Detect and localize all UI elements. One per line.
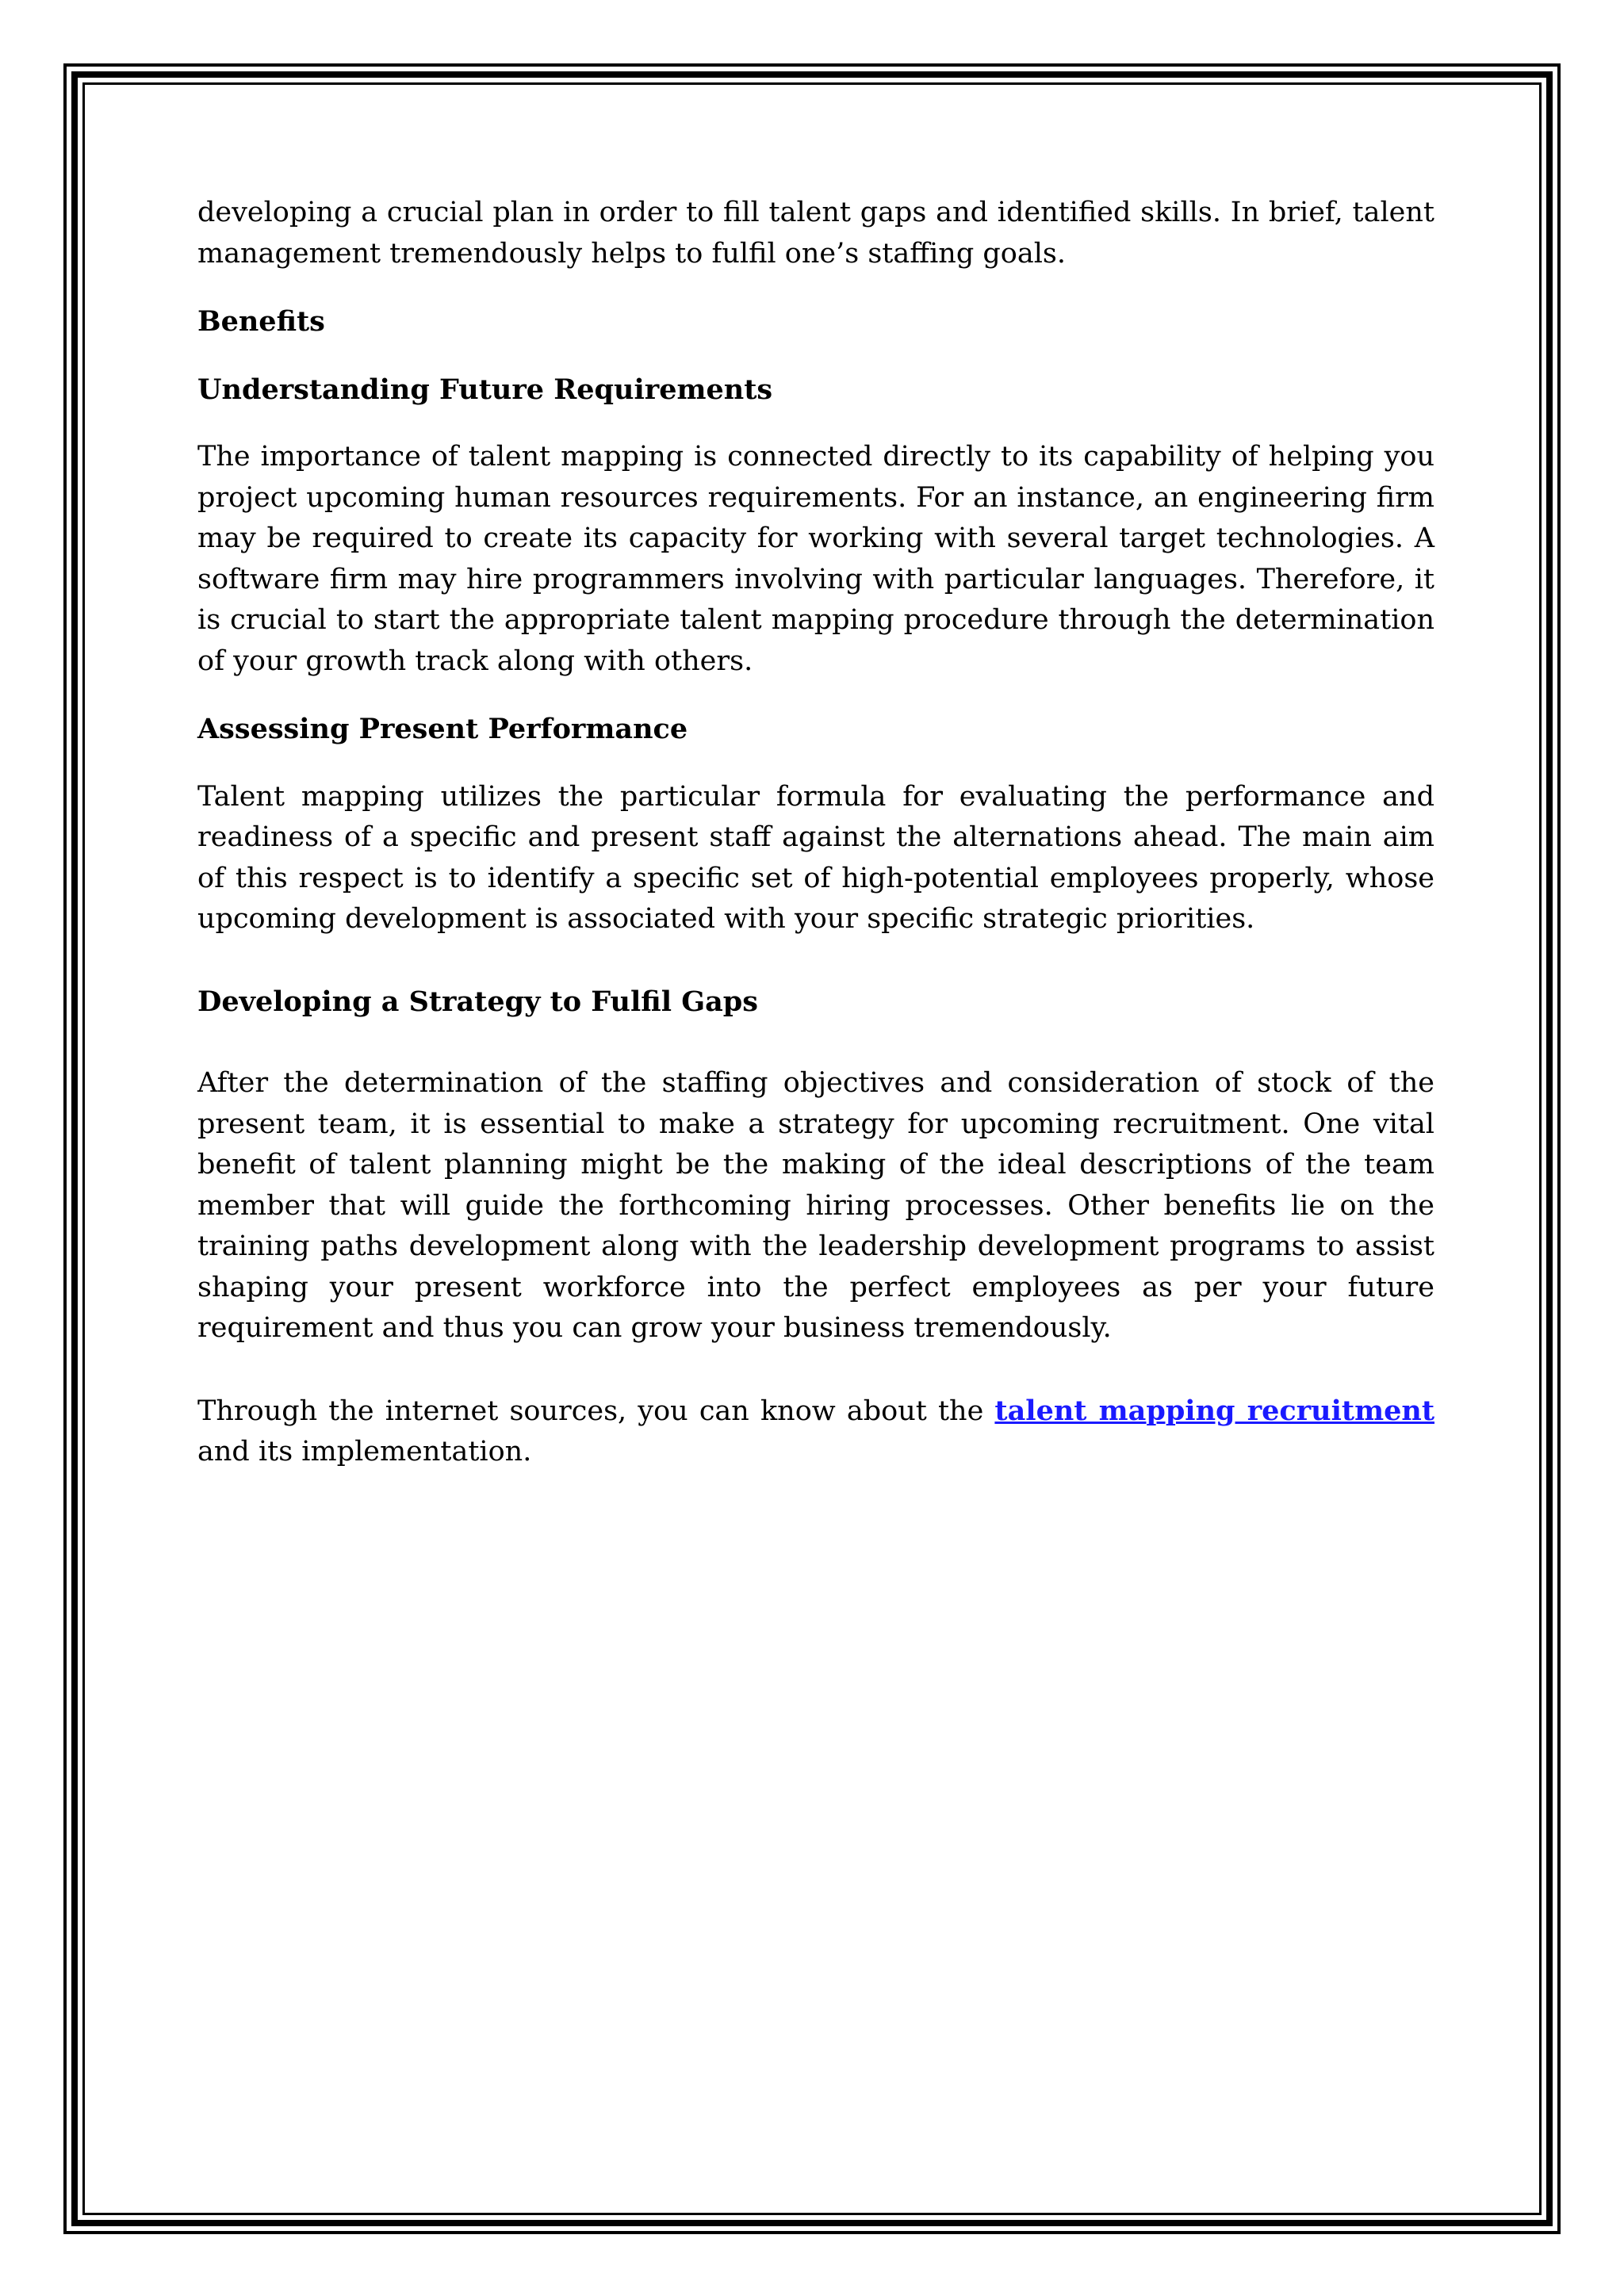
intro-paragraph: developing a crucial plan in order to fill talent gaps and identified skills. In brief, talent management tremendously helps to fulfil one’s staffing goals.: [197, 197, 1434, 270]
section1-paragraph: The importance of talent mapping is connected directly to its capability of helping you project upcoming human resources requirements. For an instance, an engineering firm may be required to create its capacity for working with several target technologies. A software firm may hire programmers involving with particular languages. Therefore, it is crucial to start the appropriate talent mapping procedure through the determination of your growth track along with others.: [197, 441, 1434, 677]
closing-text-before-link: Through the internet sources, you can know about the: [197, 1395, 995, 1427]
closing-text-after-link: and its implementation.: [197, 1436, 532, 1468]
section3-paragraph: After the determination of the staffing objectives and consideration of stock of the present team, it is essential to make a strategy for upcoming recruitment. One vital benefit of talent planning might be the making of the ideal descriptions of the team member that will guide the forthcoming hiring processes. Other benefits lie on the training paths development along with the leadership development programs to assist shaping your present workforce into the perfect employees as per your future requirement and thus you can grow your business tremendously.: [197, 1067, 1434, 1344]
document-body: [197, 193, 1434, 1473]
section1-heading: Understanding Future Requirements: [197, 373, 773, 406]
benefits-heading: Benefits: [197, 305, 325, 338]
section2-paragraph: Talent mapping utilizes the particular formula for evaluating the performance and readiness of a specific and present staff against the alternations ahead. The main aim of this respect is to identify a specific set of high-potential employees properly, whose upcoming development is associated with your specific strategic priorities.: [197, 780, 1434, 935]
section2-heading: Assessing Present Performance: [197, 713, 688, 745]
closing-paragraph: [197, 1391, 1434, 1473]
section3-heading: Developing a Strategy to Fulfil Gaps: [197, 985, 758, 1018]
talent-mapping-recruitment-link[interactable]: talent mapping recruitment: [994, 1394, 1434, 1427]
